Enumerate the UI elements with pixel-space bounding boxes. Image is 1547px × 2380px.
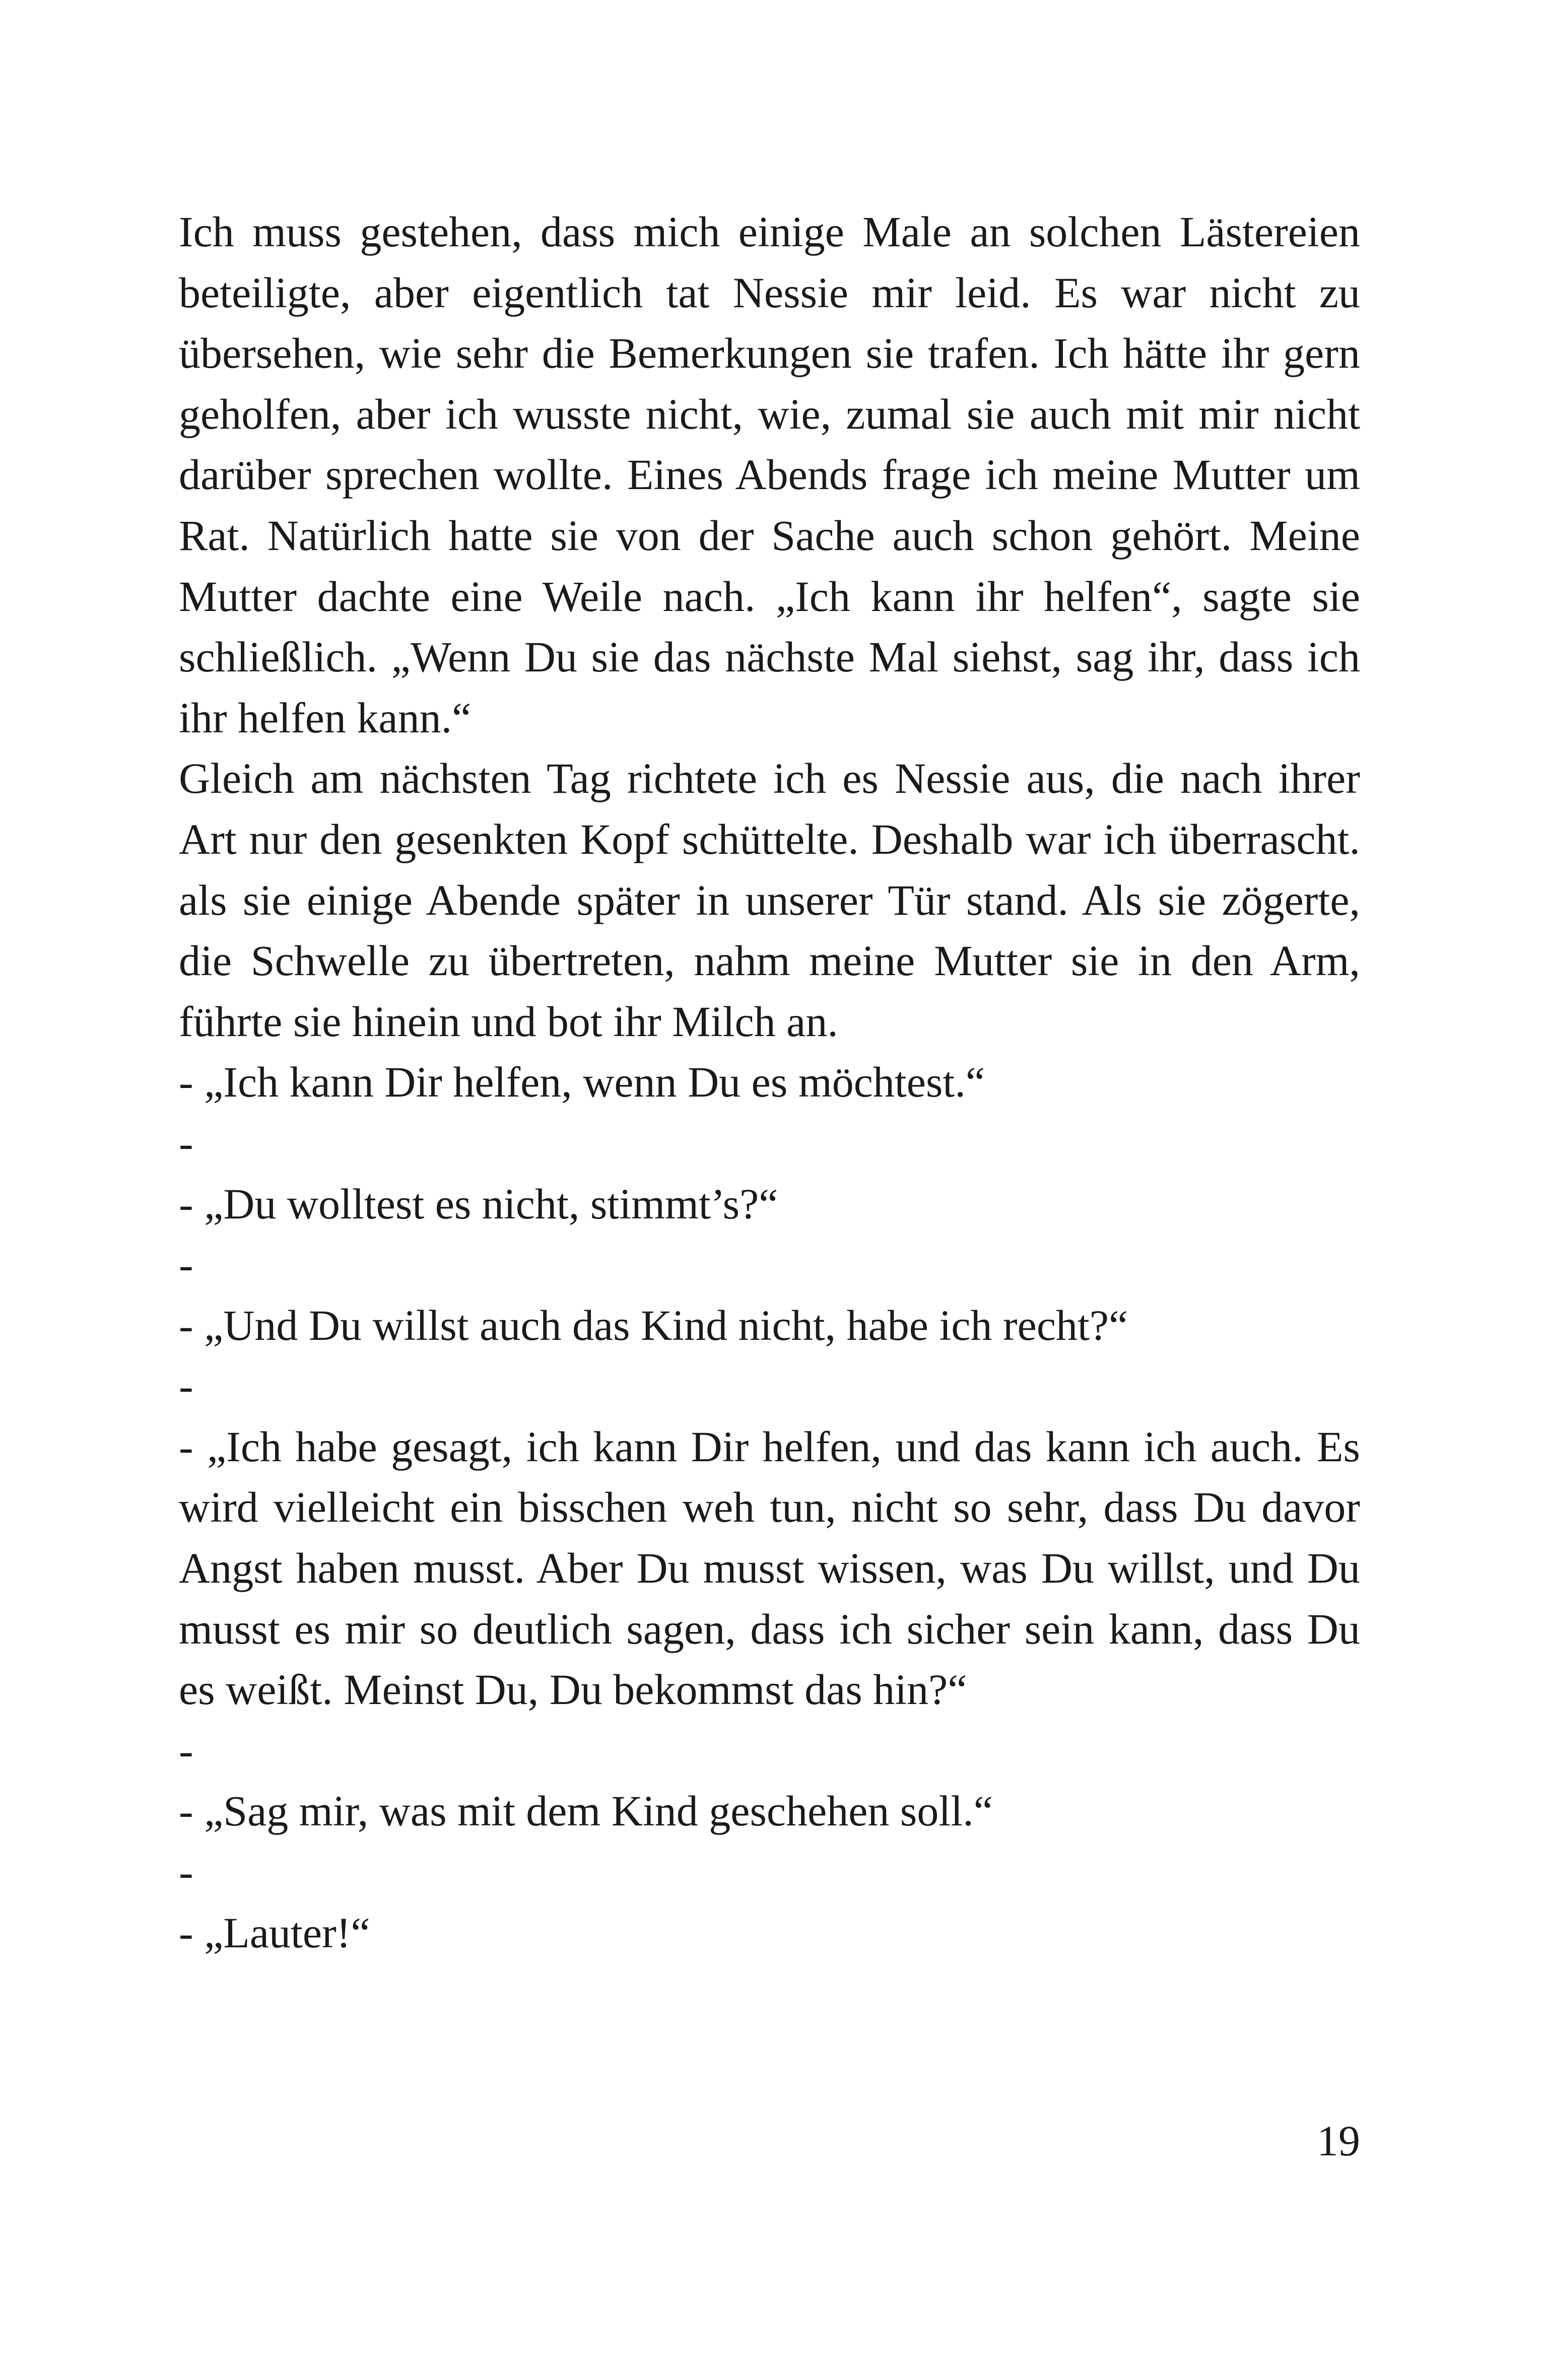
dialogue-line-8: - xyxy=(179,1726,193,1775)
body-text xyxy=(179,201,1360,1963)
dialogue-line-9: - „Sag mir, was mit dem Kind geschehen soll.“ xyxy=(179,1787,993,1835)
page-number: 19 xyxy=(1317,2117,1360,2165)
paragraph-2: Gleich am nächsten Tag richtete ich es Nessie aus, die nach ihrer Art nur den gesenkten Kopf schüttelte. Deshalb war ich überrascht. als sie einige Abende später in unserer Tür stand. Als sie zögerte, die Schwelle zu übertreten, nahm meine Mutter sie in den Arm, führte sie hinein und bot ihr Milch an. xyxy=(179,754,1360,1046)
paragraph-1: Ich muss gestehen, dass mich einige Male an solchen Lästereien beteiligte, aber eigentlich tat Nessie mir leid. Es war nicht zu übersehen, wie sehr die Bemerkungen sie trafen. Ich hätte ihr gern geholfen, aber ich wusste nicht, wie, zumal sie auch mit mir nicht darüber sprechen wollte. Eines Abends frage ich meine Mutter um Rat. Natürlich hatte sie von der Sache auch schon gehört. Meine Mutter dachte eine Weile nach. „Ich kann ihr helfen“, sagte sie schließlich. „Wenn Du sie das nächste Mal siehst, sag ihr, dass ich ihr helfen kann.“ xyxy=(179,208,1360,742)
dialogue-line-3: - „Du wolltest es nicht, stimmt’s?“ xyxy=(179,1179,778,1228)
dialogue-line-5: - „Und Du willst auch das Kind nicht, habe ich recht?“ xyxy=(179,1301,1128,1349)
dialogue-line-6: - xyxy=(179,1362,193,1410)
dialogue-line-2: - xyxy=(179,1118,193,1167)
dialogue-line-10: - xyxy=(179,1848,193,1896)
dialogue-line-1: - „Ich kann Dir helfen, wenn Du es möchtest.“ xyxy=(179,1058,985,1107)
dialogue-line-11: - „Lauter!“ xyxy=(179,1908,370,1957)
dialogue-line-7: - „Ich habe gesagt, ich kann Dir helfen, und das kann ich auch. Es wird vielleicht ein bisschen weh tun, nicht so sehr, dass Du davor Angst haben musst. Aber Du musst wissen, was Du willst, und Du musst es mir so deutlich sagen, dass ich sicher sein kann, dass Du es weißt. Meinst Du, Du bekommst das hin?“ xyxy=(179,1422,1360,1714)
dialogue-line-4: - xyxy=(179,1240,193,1289)
